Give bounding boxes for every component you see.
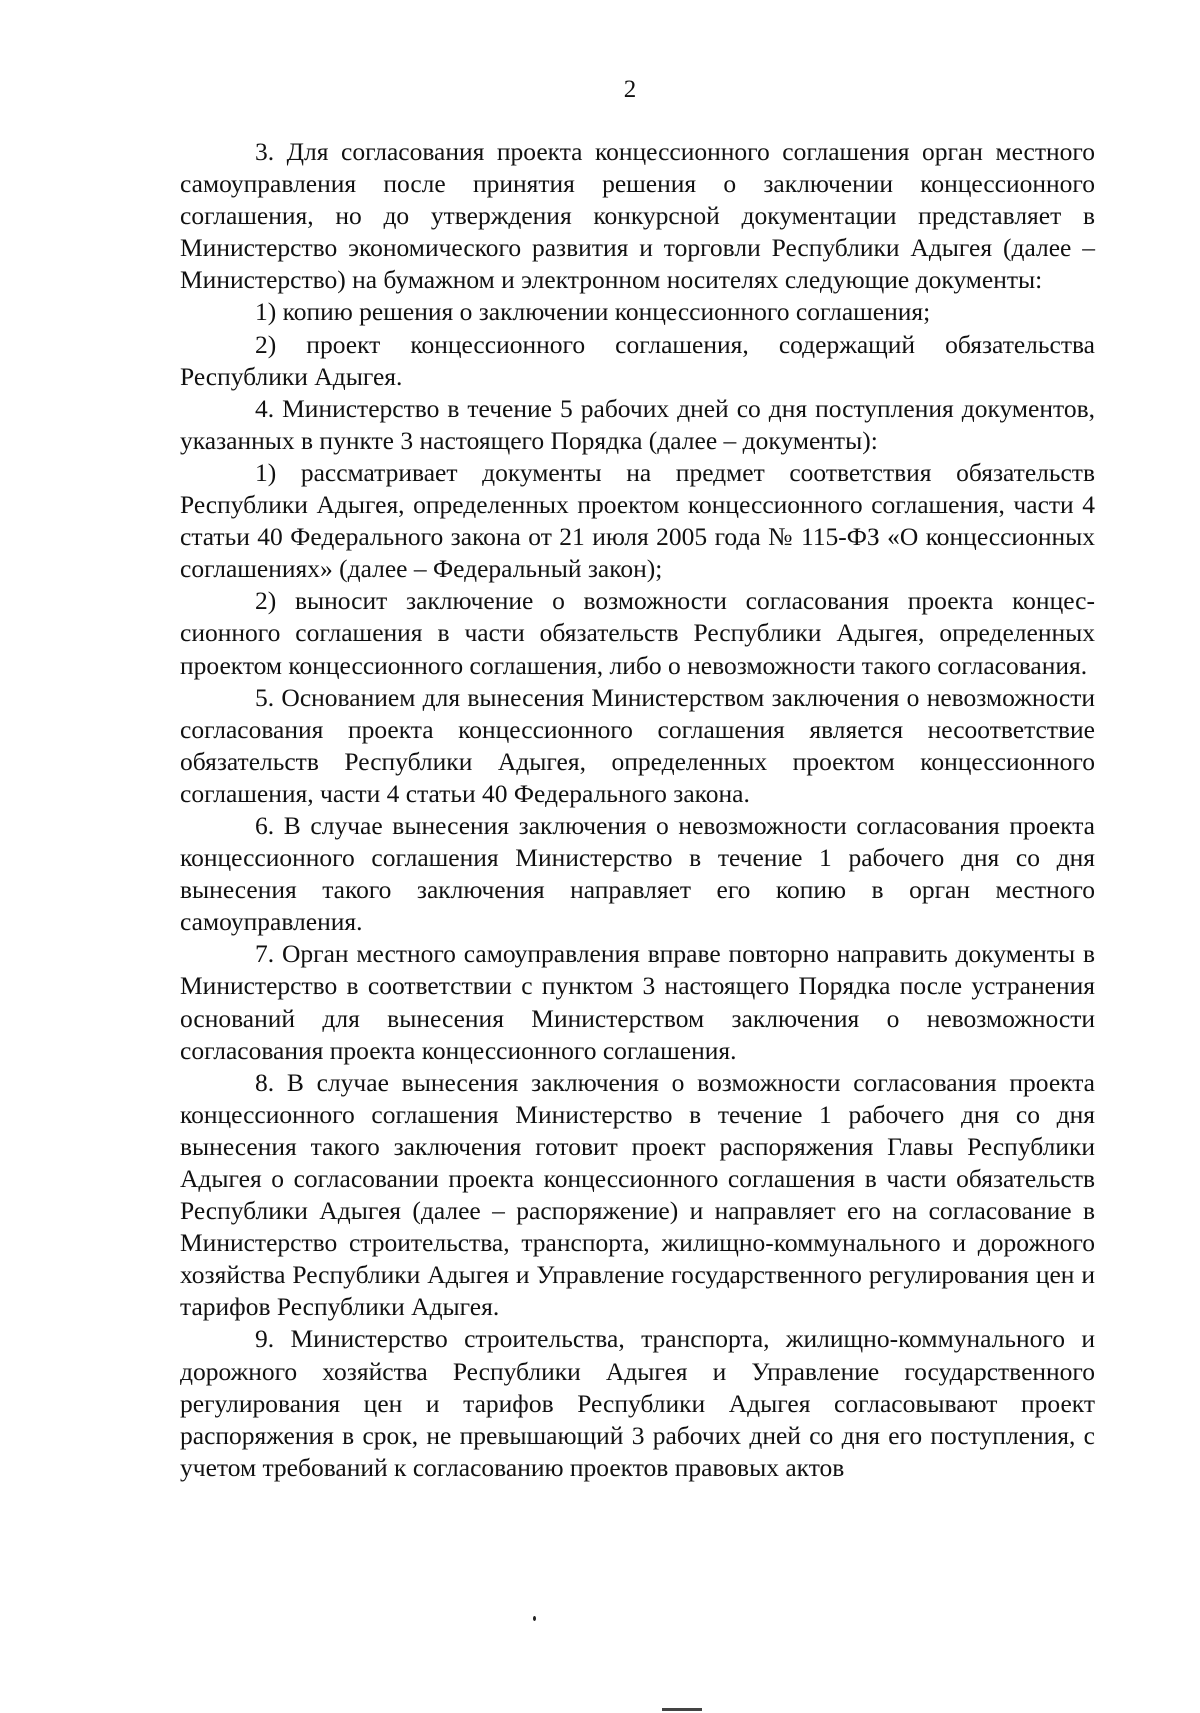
paragraph-9: 9. Министерство строительства, транспорта, жилищно-коммунального и дорожного хозяйства Республики Адыгея и Управление государственного регулирования цен и тарифов Республики Адыгея согласовывают проект распоряжения в срок, не превышающий 3 рабочих дней со дня его поступления, с учетом требований к согласованию проектов правовых актов — [180, 1324, 1095, 1482]
paragraph-4-item-2: 2) выносит заключение о возможности согласования проекта концессионного соглашения в части обязательств Республики Адыгея, определенных проектом концессионного соглашения, либо о невозможности такого согласования. — [180, 586, 1095, 680]
paragraph-4-item-1: 1) рассматривает документы на предмет соответствия обязательств Республики Адыгея, определенных проектом концессионного соглашения, части 4 статьи 40 Федерального закона от 21 июля 2005 года № 115-ФЗ «О концессионных соглашениях» (далее – Федеральный закон); — [180, 457, 1095, 584]
document-body — [180, 136, 1095, 1484]
scan-edge-mark — [662, 1708, 702, 1711]
paragraph-4: 4. Министерство в течение 5 рабочих дней со дня поступления документов, указанных в пункте 3 настоящего Порядка (далее – документы): — [180, 393, 1095, 455]
paragraph-7: 7. Орган местного самоуправления вправе повторно направить документы в Министерство в соответствии с пунктом 3 настоящего Порядка после устранения оснований для вынесения Министерством заключения о невозможности согласования проекта концессионного соглашения. — [180, 939, 1095, 1065]
paragraph-8: 8. В случае вынесения заключения о возможности согласования проекта концессионного соглашения Министерство в течение 1 рабочего дня со дня вынесения такого заключения готовит проект распоряжения Главы Республики Адыгея о согласовании проекта концессионного соглашения в части обязательств Республики Адыгея (далее – распоряжение) и направляет его на согласование в Министерство строительства, транспорта, жилищно-коммунального и дорожного хозяйства Республики Адыгея и Управление государственного регулирования цен и тарифов Республики Адыгея. — [180, 1067, 1095, 1322]
paragraph-3-item-2: 2) проект концессионного соглашения, содержащий обязательства Республики Адыгея. — [180, 329, 1095, 391]
paragraph-5: 5. Основанием для вынесения Министерством заключения о невозможности согласования проекта концессионного соглашения является несоответствие обязательств Республики Адыгея, определенных проектом концессионного соглашения, части 4 статьи 40 Федерального закона. — [180, 682, 1095, 808]
scan-speck — [533, 1616, 536, 1621]
paragraph-3: 3. Для согласования проекта концессионного соглашения орган местного самоуправления после принятия решения о заключении концессионного соглашения, но до утверждения конкурсной документации представляет в Министерство экономического развития и торговли Республики Адыгея (далее – Министерство) на бумажном и электронном носителях следующие документы: — [180, 137, 1095, 295]
page-number: 2 — [623, 76, 637, 103]
paragraph-3-item-1: 1) копию решения о заключении концессионного соглашения; — [255, 297, 931, 327]
paragraph-6: 6. В случае вынесения заключения о невозможности согласования проекта концессионного соглашения Министерство в течение 1 рабочего дня со дня вынесения такого заключения направляет его копию в орган местного самоуправления. — [180, 810, 1095, 937]
